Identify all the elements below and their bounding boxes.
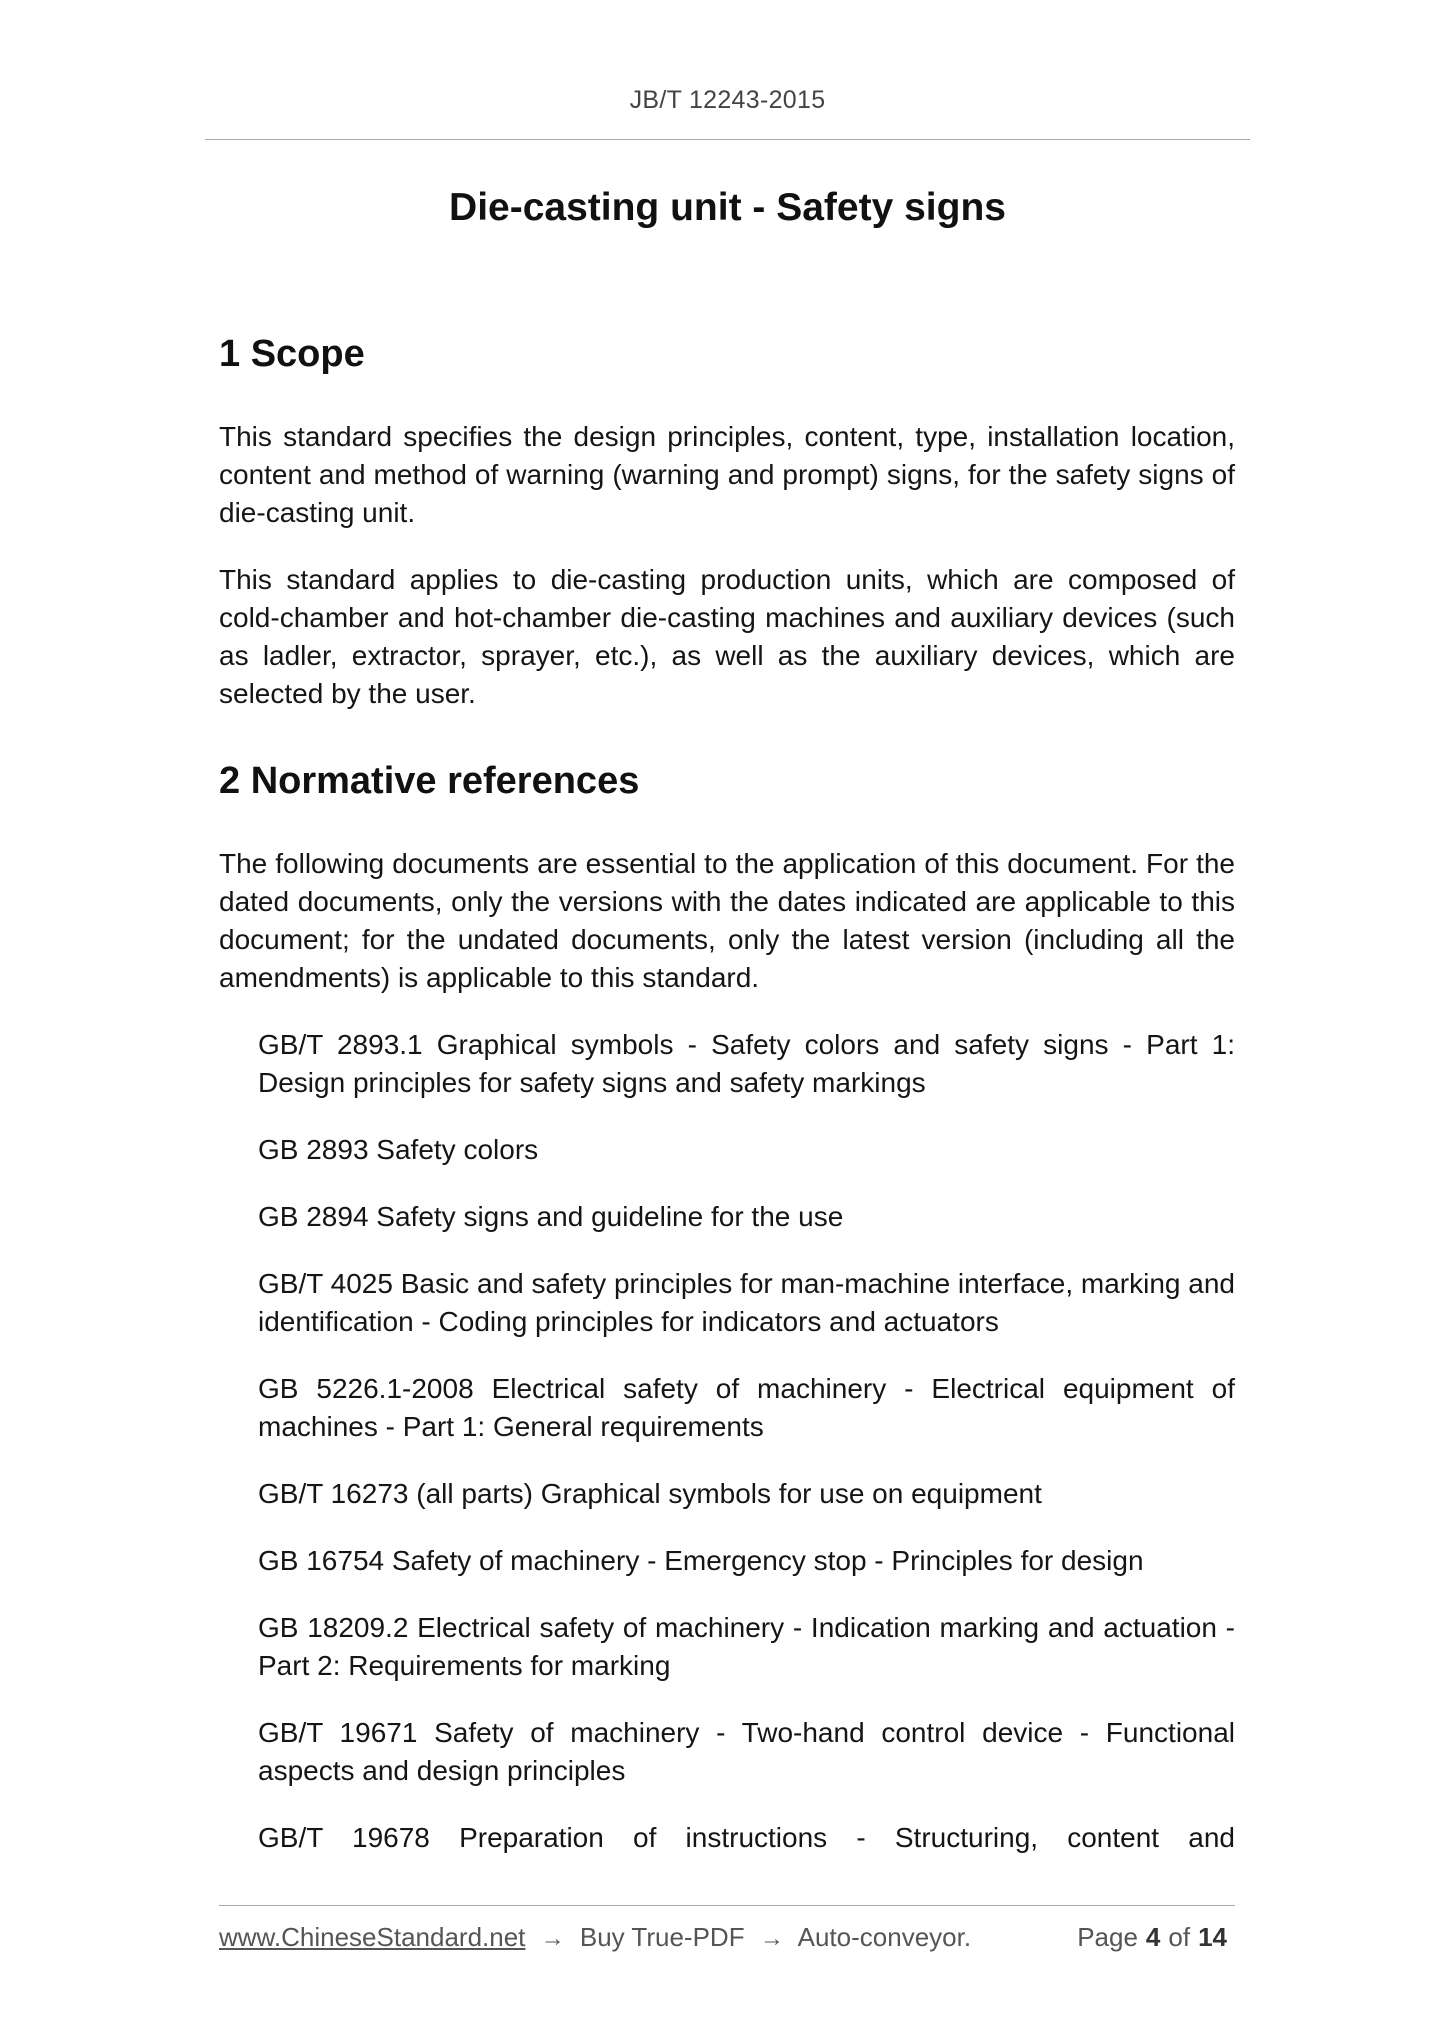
document-title: Die-casting unit - Safety signs [449, 186, 1006, 229]
section-heading-scope: 1 Scope [219, 333, 365, 375]
section-heading-normative-references: 2 Normative references [219, 760, 640, 802]
page-label: Page [1077, 1922, 1138, 1952]
page-number: 4 [1145, 1922, 1161, 1952]
buy-true-pdf-text: Buy True-PDF [579, 1922, 745, 1952]
of-label: of [1168, 1922, 1191, 1952]
section-normative-references [219, 757, 1235, 1857]
reference-item: GB/T 16273 (all parts) Graphical symbols for use on equipment [258, 1478, 1042, 1509]
reference-item: GB 18209.2 Electrical safety of machinery - Indication marking and actuation - Part 2: Requirements for marking [258, 1612, 1235, 1681]
reference-item: GB/T 2893.1 Graphical symbols - Safety colors and safety signs - Part 1: Design principles for safety signs and safety markings [258, 1029, 1235, 1098]
arrow-right-icon: → [540, 1925, 565, 1952]
scope-paragraph: This standard specifies the design principles, content, type, installation location, content and method of warning (warning and prompt) signs, for the safety signs of die-casting unit. [219, 421, 1235, 528]
document-code-header: JB/T 12243-2015 [629, 86, 826, 114]
normative-intro-paragraph: The following documents are essential to the application of this document. For the dated documents, only the versions with the dates indicated are applicable to this document; for the undated documents, only the latest version (including all the amendments) is applicable to this standard. [219, 848, 1235, 993]
scope-paragraph: This standard applies to die-casting production units, which are composed of cold-chamber and hot-chamber die-casting machines and auxiliary devices (such as ladler, extractor, sprayer, etc.), as well as the auxiliary devices, which are selected by the user. [219, 564, 1235, 709]
auto-conveyor-text: Auto-conveyor. [797, 1922, 972, 1952]
page-indicator [1077, 1922, 1227, 1953]
section-scope [219, 330, 1235, 713]
reference-item: GB/T 4025 Basic and safety principles for man-machine interface, marking and identification - Coding principles for indicators and actuators [258, 1268, 1235, 1337]
reference-list [219, 1026, 1235, 1857]
reference-item: GB/T 19678 Preparation of instructions - Structuring, content and [258, 1822, 1235, 1853]
reference-item: GB/T 19671 Safety of machinery - Two-hand control device - Functional aspects and design principles [258, 1717, 1235, 1786]
reference-item: GB 16754 Safety of machinery - Emergency stop - Principles for design [258, 1545, 1144, 1576]
page-total: 14 [1198, 1922, 1227, 1952]
reference-item: GB 2893 Safety colors [258, 1134, 539, 1165]
document-body [219, 330, 1235, 1886]
arrow-right-icon: → [759, 1925, 784, 1952]
footer-divider [219, 1905, 1235, 1906]
reference-item: GB 2894 Safety signs and guideline for the use [258, 1201, 844, 1232]
page-footer [219, 1922, 1235, 1953]
site-link[interactable]: www.ChineseStandard.net [219, 1922, 526, 1952]
header-divider [205, 139, 1250, 140]
reference-item: GB 5226.1-2008 Electrical safety of machinery - Electrical equipment of machines - Part 1: General requirements [258, 1373, 1235, 1442]
